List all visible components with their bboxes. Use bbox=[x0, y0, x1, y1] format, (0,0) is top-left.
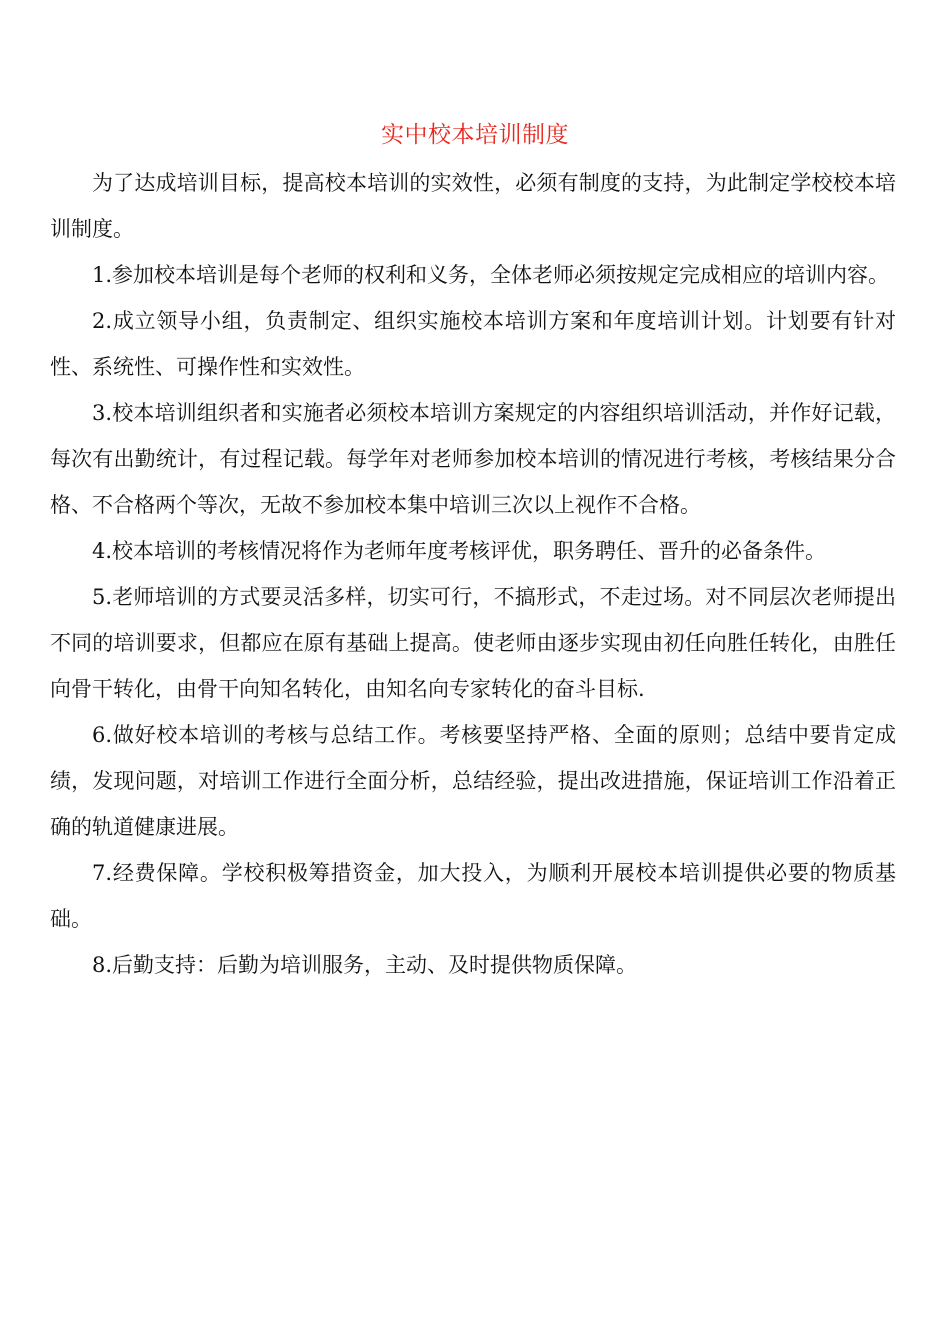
paragraph-item-8: 8.后勤支持：后勤为培训服务，主动、及时提供物质保障。 bbox=[92, 953, 638, 977]
paragraph-item-3: 3.校本培训组织者和实施者必须校本培训方案规定的内容组织培训活动，并作好记载，每次有出勤统计，有过程记载。每学年对老师参加校本培训的情况进行考核，考核结果分合格、不合格两个等次，无故不参加校本集中培训三次以上视作不合格。 bbox=[50, 401, 896, 517]
paragraph-item-2: 2.成立领导小组，负责制定、组织实施校本培训方案和年度培训计划。计划要有针对性、系统性、可操作性和实效性。 bbox=[50, 309, 896, 379]
paragraph-item-6: 6.做好校本培训的考核与总结工作。考核要坚持严格、全面的原则；总结中要肯定成绩，发现问题，对培训工作进行全面分析，总结经验，提出改进措施，保证培训工作沿着正确的轨道健康进展。 bbox=[50, 723, 896, 839]
paragraph-intro: 为了达成培训目标，提高校本培训的实效性，必须有制度的支持，为此制定学校校本培训制度。 bbox=[50, 171, 896, 241]
paragraph-item-4: 4.校本培训的考核情况将作为老师年度考核评优，职务聘任、晋升的必备条件。 bbox=[92, 539, 827, 563]
paragraph-item-7: 7.经费保障。学校积极筹措资金，加大投入，为顺利开展校本培训提供必要的物质基础。 bbox=[50, 861, 896, 931]
document-title: 实中校本培训制度 bbox=[381, 122, 569, 148]
document-body bbox=[50, 160, 896, 988]
paragraph-item-1: 1.参加校本培训是每个老师的权利和义务，全体老师必须按规定完成相应的培训内容。 bbox=[92, 263, 890, 287]
paragraph-item-5: 5.老师培训的方式要灵活多样，切实可行，不搞形式，不走过场。对不同层次老师提出不同的培训要求，但都应在原有基础上提高。使老师由逐步实现由初任向胜任转化，由胜任向骨干转化，由骨干向知名转化，由知名向专家转化的奋斗目标. bbox=[50, 585, 896, 701]
